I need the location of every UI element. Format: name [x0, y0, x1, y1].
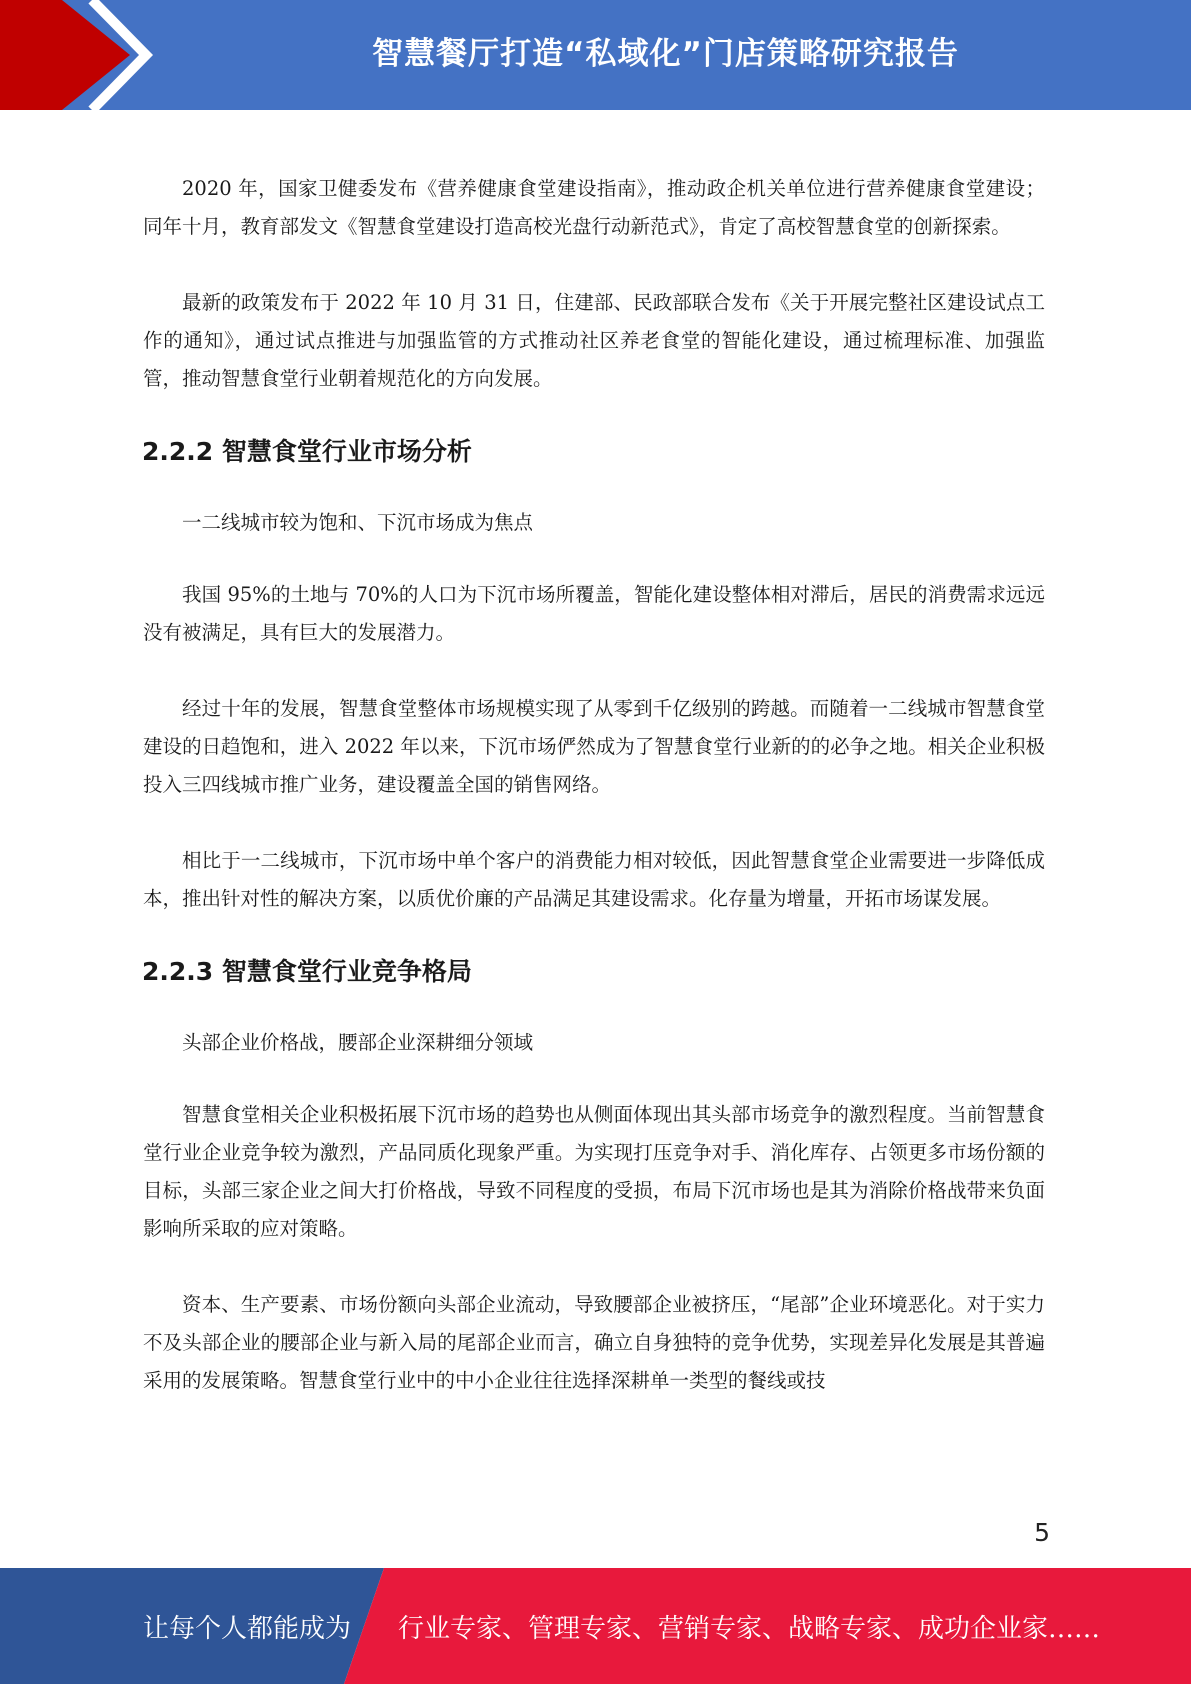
paragraph-price-war: 智慧食堂相关企业积极拓展下沉市场的趋势也从侧面体现出其头部市场竞争的激烈程度。当前智慧食堂行业企业竞争较为激烈，产品同质化现象严重。为实现打压竞争对手、消化库存、占领更多市场份额的目标，头部三家企业之间大打价格战，导致不同程度的受损，布局下沉市场也是其为消除价格战带来负面影响所采取的应对策略。 — [143, 1103, 1045, 1240]
paragraph-policy-2020: 2020 年，国家卫健委发布《营养健康食堂建设指南》，推动政企机关单位进行营养健康食堂建设；同年十月，教育部发文《智慧食堂建设打造高校光盘行动新范式》，肯定了高校智慧食堂的创新探索。 — [143, 177, 1045, 238]
header-banner — [0, 0, 1191, 110]
paragraph-lower-tier-market: 我国 95%的土地与 70%的人口为下沉市场所覆盖，智能化建设整体相对滞后，居民的消费需求远远没有被满足，具有巨大的发展潜力。 — [143, 583, 1045, 644]
section-heading-market-analysis: 2.2.2 智慧食堂行业市场分析 — [142, 437, 472, 466]
page-number: 5 — [1034, 1518, 1050, 1547]
footer-banner — [0, 1568, 1191, 1684]
header-title: 智慧餐厅打造“私域化”门店策略研究报告 — [372, 35, 959, 72]
footer-slogan-right: 行业专家、管理专家、营销专家、战略专家、成功企业家…… — [398, 1613, 1101, 1644]
paragraph-market-growth: 经过十年的发展，智慧食堂整体市场规模实现了从零到千亿级别的跨越。而随着一二线城市智慧食堂建设的日趋饱和，进入 2022 年以来，下沉市场俨然成为了智慧食堂行业新的的必争之地。相关企业积极投入三四线城市推广业务，建设覆盖全国的销售网络。 — [143, 697, 1045, 796]
document-body — [143, 170, 1045, 1438]
section-heading-competition: 2.2.3 智慧食堂行业竞争格局 — [142, 957, 472, 986]
footer-slogan-left: 让每个人都能成为 — [143, 1613, 352, 1644]
paragraph-cost-reduction: 相比于一二线城市，下沉市场中单个客户的消费能力相对较低，因此智慧食堂企业需要进一步降低成本，推出针对性的解决方案，以质优价廉的产品满足其建设需求。化存量为增量，开拓市场谋发展。 — [143, 849, 1045, 910]
subheading-competition-summary: 头部企业价格战，腰部企业深耕细分领域 — [182, 1031, 534, 1054]
paragraph-differentiation: 资本、生产要素、市场份额向头部企业流动，导致腰部企业被挤压，“尾部”企业环境恶化。对于实力不及头部企业的腰部企业与新入局的尾部企业而言，确立自身独特的竞争优势，实现差异化发展是其普遍采用的发展策略。智慧食堂行业中的中小企业往往选择深耕单一类型的餐线或技 — [143, 1293, 1045, 1392]
subheading-market-focus: 一二线城市较为饱和、下沉市场成为焦点 — [182, 511, 534, 534]
paragraph-policy-2022: 最新的政策发布于 2022 年 10 月 31 日，住建部、民政部联合发布《关于开展完整社区建设试点工作的通知》，通过试点推进与加强监管的方式推动社区养老食堂的智能化建设，通过梳理标准、加强监管，推动智慧食堂行业朝着规范化的方向发展。 — [143, 291, 1045, 390]
